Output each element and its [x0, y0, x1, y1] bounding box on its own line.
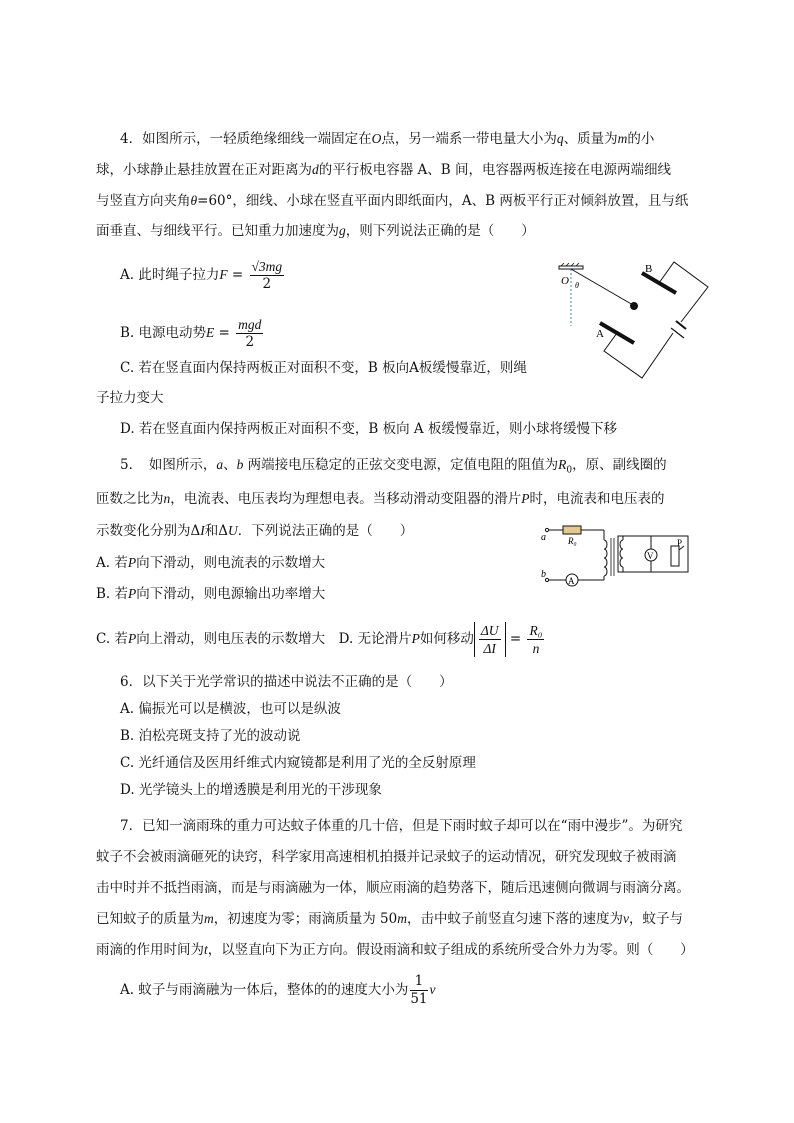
var-F: F: [219, 267, 228, 282]
option-text: C. 若: [96, 631, 128, 647]
var-theta: θ: [190, 193, 198, 208]
q7-line-5: [96, 941, 694, 959]
q4-option-a: [120, 258, 286, 293]
var-a: a: [216, 457, 224, 472]
transformer-circuit-diagram: [538, 522, 696, 586]
var-E: E: [206, 325, 215, 340]
var-t: t: [204, 942, 208, 957]
var-m: m: [617, 131, 628, 146]
q4-option-b: [120, 316, 265, 351]
var-q: q: [556, 131, 564, 146]
q5-text: 、: [223, 457, 237, 473]
wire-a: [604, 333, 673, 378]
fraction: [410, 973, 427, 1008]
q7-text: ，蚊子与: [628, 911, 683, 927]
equals-sign: =: [505, 631, 526, 647]
q6-option-a: A. 偏振光可以是横波，也可以是纵波: [120, 701, 341, 717]
var-p: P: [127, 631, 137, 646]
q5-text: 5． 如图所示，: [120, 457, 217, 473]
fraction-numerator: ΔU: [480, 623, 499, 638]
absolute-value: [474, 622, 506, 657]
rheostat: [671, 546, 679, 566]
fraction-denominator: 2: [262, 276, 272, 292]
resistor-r0: [563, 526, 581, 534]
var-v: v: [429, 982, 436, 997]
q7-text: ，初速度为零；雨滴质量为 50: [213, 911, 398, 927]
label-r0: R₀: [568, 536, 577, 546]
q7-line-1: 7．已知一滴雨珠的重力可达蚊子体重的几十倍，但是下雨时蚊子却可以在“雨中漫步”。为研究: [120, 818, 683, 834]
q4-text: 的小: [627, 131, 655, 147]
q4-text: ，则下列说法正确的是（ ）: [345, 223, 535, 239]
option-text: 向上滑动，则电压表的示数增大 D. 无论滑片: [136, 631, 412, 647]
fraction-denominator: n: [532, 641, 540, 656]
var-p: P: [127, 555, 137, 570]
label-o: O: [561, 275, 569, 287]
q5-line-1: [120, 456, 667, 480]
var-m: m: [204, 911, 214, 926]
fraction-denominator: ΔI: [483, 641, 496, 656]
wire-b: [659, 262, 708, 322]
q6-option-b: B. 泊松亮斑支持了光的波动说: [120, 728, 301, 744]
q7-line-4: [96, 910, 683, 928]
label-ammeter: A: [568, 576, 575, 586]
q5-text: 和Δ: [204, 523, 228, 539]
fraction: [250, 258, 285, 293]
q4-option-c-line-1: C. 若在竖直面内保持两板正对面积不变，B 板向A板缓慢靠近，则绳: [120, 360, 527, 376]
fraction-denominator: 51: [410, 991, 428, 1007]
q7-text: ，击中蚊子前竖直匀速下落的速度为: [406, 911, 623, 927]
var-p: P: [521, 491, 530, 506]
charged-ball: [630, 302, 638, 310]
q5-text: ，原、副线圈的: [572, 457, 667, 473]
ceiling-mount: [559, 266, 583, 269]
q7-option-a: [120, 973, 436, 1008]
fraction-numerator: √3mg: [251, 259, 283, 274]
q5-options-c-d: [96, 622, 546, 657]
var-O: O: [371, 131, 382, 146]
var-g: g: [339, 223, 346, 238]
q5-text: ．下列说法正确的是（ ）: [237, 523, 414, 539]
var-u: U: [228, 523, 238, 538]
var-i: I: [200, 523, 205, 538]
q7-text: 雨滴的作用时间为: [96, 942, 204, 958]
battery-short-plate: [676, 321, 686, 329]
fraction-numerator: 1: [410, 973, 427, 991]
label-b: b: [541, 569, 546, 580]
primary-coil: [604, 540, 607, 576]
option-text: 向下滑动，则电源输出功率增大: [136, 586, 326, 602]
var-d: d: [312, 162, 319, 177]
q4-text: 、质量为: [563, 131, 618, 147]
q4-text: 的平行板电容器 A、B 间，电容器两板连接在电源两端细线: [318, 162, 672, 178]
q5-option-a: [96, 554, 325, 572]
q5-text: 时，电流表和电压表的: [529, 491, 665, 507]
label-v: V: [647, 551, 654, 561]
label-a: A: [596, 328, 604, 340]
q7-text: 已知蚊子的质量为: [96, 911, 204, 927]
q7-line-3: 击中时并不抵挡雨滴，而是与雨滴融为一体，顺应雨滴的趋势落下，随后迅速侧向微调与雨滴分离。: [96, 880, 690, 896]
subscript: 0: [566, 465, 573, 476]
fraction-numerator: R₀: [529, 623, 543, 638]
var-b: b: [236, 457, 244, 472]
equals-sign: =: [214, 325, 235, 341]
q4-line-1: [120, 130, 654, 148]
label-a: a: [541, 532, 546, 543]
fraction: [527, 622, 544, 657]
q5-line-2: [96, 490, 665, 508]
label-b: B: [645, 263, 653, 275]
option-text: A. 蚊子与雨滴融为一体后，整体的的速度大小为: [120, 982, 409, 998]
var-r0: R: [558, 457, 567, 472]
fraction: [479, 622, 501, 657]
option-text: A. 此时绳子拉力: [120, 267, 220, 283]
var-n: n: [163, 491, 171, 506]
q7-line-2: 蚊子不会被雨滴砸死的诀窍，科学家用高速相机拍摄并记录蚊子的运动情况，研究发现蚊子被雨滴: [96, 849, 677, 865]
var-m: m: [397, 911, 407, 926]
q4-text: 4．如图所示，一轻质绝缘细线一端固定在: [120, 131, 372, 147]
option-text: B. 电源电动势: [120, 325, 207, 341]
q5-line-3: [96, 522, 413, 540]
fraction-denominator: 2: [245, 334, 255, 350]
label-p: P: [677, 538, 683, 548]
label-theta: θ: [575, 281, 579, 290]
q5-text: 示数变化分别为Δ: [96, 523, 201, 539]
thread: [571, 269, 633, 305]
option-text: A. 若: [96, 555, 128, 571]
q4-option-d: D. 若在竖直面内保持两板正对面积不变，B 板向 A 板缓慢靠近，则小球将缓慢下移: [120, 421, 617, 437]
q4-text: 与竖直方向夹角: [96, 193, 191, 209]
q4-text: 面垂直、与细线平行。已知重力加速度为: [96, 223, 339, 239]
q4-text: 点，另一端系一带电量大小为: [381, 131, 557, 147]
q4-option-c-line-2: 子拉力变大: [96, 390, 164, 406]
q6-option-d: D. 光学镜头上的增透膜是利用光的干涉现象: [120, 782, 382, 798]
secondary-coil: [620, 540, 623, 567]
fraction-numerator: mgd: [238, 317, 262, 332]
q6-option-c: C. 光纤通信及医用纤维式内窥镜都是利用了光的全反射原理: [120, 755, 476, 771]
q7-text: ，以竖直向下为正方向。假设雨滴和蚊子组成的系统所受合外力为零。则（ ）: [207, 942, 694, 958]
equals-sign: =: [227, 267, 248, 283]
q5-option-b: [96, 585, 325, 603]
capacitor-diagram: [556, 258, 716, 383]
q4-text: =60°，细线、小球在竖直平面内即纸面内，A、B 两板平行正对倾斜放置，且与纸: [197, 193, 689, 209]
option-text: B. 若: [96, 586, 129, 602]
var-p: P: [128, 586, 137, 601]
var-p: P: [411, 631, 420, 646]
var-v: v: [622, 911, 629, 926]
q6-stem: 6．以下关于光学常识的描述中说法不正确的是（ ）: [120, 674, 453, 690]
q5-text: 匝数之比为: [96, 491, 164, 507]
q4-line-2: [96, 161, 671, 179]
option-text: 向下滑动，则电流表的示数增大: [136, 555, 326, 571]
q4-line-3: [96, 192, 688, 210]
q4-text: 球，小球静止悬挂放置在正对距离为: [96, 162, 312, 178]
option-text: 如何移动: [419, 631, 474, 647]
q5-text: 两端接电压稳定的正弦交变电源，定值电阻的阻值为: [243, 457, 559, 473]
q4-line-4: [96, 222, 535, 240]
fraction: [236, 316, 263, 351]
q5-text: ，电流表、电压表均为理想电表。当移动滑动变阻器的滑片: [170, 491, 522, 507]
